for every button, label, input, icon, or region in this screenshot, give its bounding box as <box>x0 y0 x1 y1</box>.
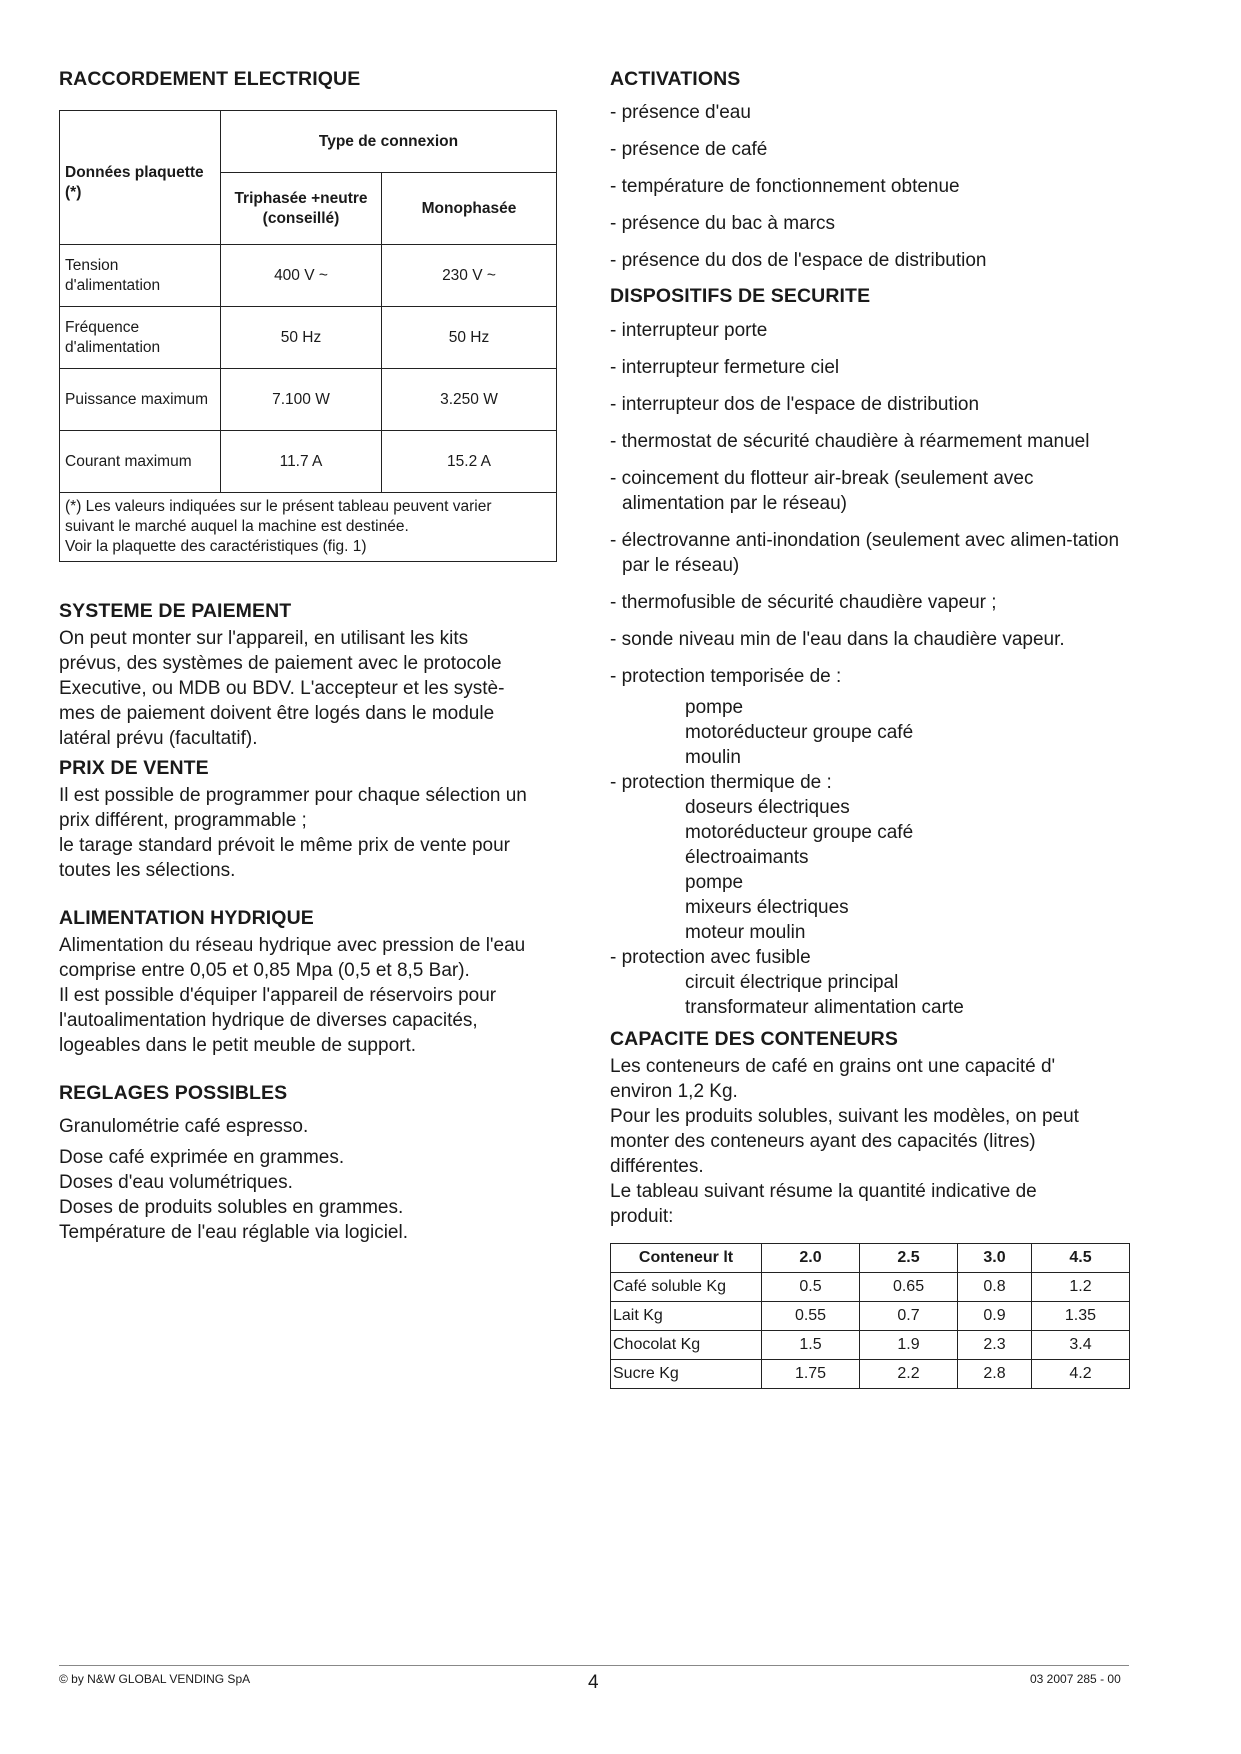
table-cell: 1.5 <box>762 1331 860 1360</box>
safety-item: - interrupteur dos de l'espace de distribution <box>610 394 980 415</box>
fuse-protection-item: transformateur alimentation carte <box>685 997 964 1018</box>
electrical-table <box>59 110 557 562</box>
thermal-protection-item: motoréducteur groupe café <box>685 822 914 843</box>
capacity-line: Pour les produits solubles, suivant les modèles, on peut <box>610 1106 1079 1127</box>
table-cell: 4.2 <box>1031 1360 1129 1389</box>
document-code: 03 2007 285 - 00 <box>1030 1672 1121 1686</box>
water-heading: ALIMENTATION HYDRIQUE <box>59 907 314 929</box>
table-cell: 2.8 <box>958 1360 1032 1389</box>
table-row <box>611 1360 1130 1389</box>
column-header: Conteneur lt <box>611 1244 762 1273</box>
safety-item: - thermofusible de sécurité chaudière vapeur ; <box>610 592 997 613</box>
safety-item: - thermostat de sécurité chaudière à réarmement manuel <box>610 431 1090 452</box>
table-cell: 0.8 <box>958 1273 1032 1302</box>
thermal-protection-item: doseurs électriques <box>685 797 850 818</box>
safety-item: - interrupteur porte <box>610 320 768 341</box>
right-column <box>610 66 1135 1389</box>
table-cell: 1.35 <box>1031 1302 1129 1331</box>
row-label: Sucre Kg <box>611 1360 762 1389</box>
table-cell: 0.55 <box>762 1302 860 1331</box>
fuse-protection-item: circuit électrique principal <box>685 972 899 993</box>
single-phase-value: 50 Hz <box>382 307 557 369</box>
table-cell: 0.7 <box>860 1302 958 1331</box>
single-phase-header: Monophasée <box>382 173 557 245</box>
table-row <box>60 369 557 431</box>
table-cell: 0.5 <box>762 1273 860 1302</box>
price-heading: PRIX DE VENTE <box>59 757 209 779</box>
table-row <box>60 307 557 369</box>
three-phase-value: 50 Hz <box>221 307 382 369</box>
activation-item: - température de fonctionnement obtenue <box>610 176 960 197</box>
plate-data-header: Données plaquette (*) <box>60 111 221 245</box>
row-label: Café soluble Kg <box>611 1273 762 1302</box>
table-cell: 3.4 <box>1031 1331 1129 1360</box>
capacity-line: produit: <box>610 1206 674 1227</box>
payment-line: Executive, ou MDB ou BDV. L'accepteur et les systè- <box>59 678 505 699</box>
capacity-line: monter des conteneurs ayant des capacités (litres) <box>610 1131 1036 1152</box>
three-phase-value: 11.7 A <box>221 431 382 493</box>
price-line: le tarage standard prévoit le même prix de vente pour <box>59 835 510 856</box>
timed-protection-item: motoréducteur groupe café <box>685 722 914 743</box>
table-cell: 1.2 <box>1031 1273 1129 1302</box>
capacity-line: Les conteneurs de café en grains ont une capacité d' <box>610 1056 1056 1077</box>
three-phase-value: 400 V ~ <box>221 245 382 307</box>
single-phase-value: 230 V ~ <box>382 245 557 307</box>
table-row <box>611 1331 1130 1360</box>
row-label: Chocolat Kg <box>611 1331 762 1360</box>
column-header: 4.5 <box>1031 1244 1129 1273</box>
column-header: 2.5 <box>860 1244 958 1273</box>
water-line: comprise entre 0,05 et 0,85 Mpa (0,5 et 8,5 Bar). <box>59 960 470 981</box>
column-header: 2.0 <box>762 1244 860 1273</box>
note-line: suivant le marché auquel la machine est destinée. <box>65 518 409 535</box>
row-label: Lait Kg <box>611 1302 762 1331</box>
price-line: prix différent, programmable ; <box>59 810 307 831</box>
table-cell: 1.9 <box>860 1331 958 1360</box>
activation-item: - présence du dos de l'espace de distribution <box>610 250 987 271</box>
capacity-line: Le tableau suivant résume la quantité indicative de <box>610 1181 1037 1202</box>
row-label: Puissance maximum <box>60 369 221 431</box>
table-header-row <box>611 1244 1130 1273</box>
table-row <box>611 1273 1130 1302</box>
capacity-heading: CAPACITE DES CONTENEURS <box>610 1028 898 1050</box>
payment-heading: SYSTEME DE PAIEMENT <box>59 600 292 622</box>
safety-item: - protection avec fusible <box>610 947 811 968</box>
safety-item: - interrupteur fermeture ciel <box>610 357 840 378</box>
activations-heading: ACTIVATIONS <box>610 68 741 90</box>
table-cell: 2.2 <box>860 1360 958 1389</box>
note-line: Voir la plaquette des caractéristiques (fig. 1) <box>65 538 367 555</box>
row-label: Courant maximum <box>60 431 221 493</box>
table-cell: 2.3 <box>958 1331 1032 1360</box>
price-line: toutes les sélections. <box>59 860 236 881</box>
table-cell: 0.65 <box>860 1273 958 1302</box>
capacity-table <box>610 1243 1130 1389</box>
left-column <box>59 66 571 1245</box>
safety-item: - sonde niveau min de l'eau dans la chaudière vapeur. <box>610 629 1065 650</box>
thermal-protection-item: mixeurs électriques <box>685 897 849 918</box>
table-row <box>60 431 557 493</box>
payment-line: latéral prévu (facultatif). <box>59 728 258 749</box>
settings-line: Doses d'eau volumétriques. <box>59 1172 293 1193</box>
safety-item: - coincement du flotteur air-break (seulement avec alimentation par le réseau) <box>610 468 1034 514</box>
single-phase-value: 3.250 W <box>382 369 557 431</box>
thermal-protection-item: pompe <box>685 872 744 893</box>
safety-heading: DISPOSITIFS DE SECURITE <box>610 285 871 307</box>
settings-line: Doses de produits solubles en grammes. <box>59 1197 404 1218</box>
electrical-heading: RACCORDEMENT ELECTRIQUE <box>59 68 361 90</box>
price-line: Il est possible de programmer pour chaque sélection un <box>59 785 527 806</box>
settings-line: Dose café exprimée en grammes. <box>59 1147 345 1168</box>
note-line: (*) Les valeurs indiquées sur le présent tableau peuvent varier <box>65 498 492 515</box>
safety-item: - protection thermique de : <box>610 772 832 793</box>
connection-type-header: Type de connexion <box>221 111 557 173</box>
activation-item: - présence de café <box>610 139 768 160</box>
activation-item: - présence d'eau <box>610 102 751 123</box>
payment-line: prévus, des systèmes de paiement avec le protocole <box>59 653 502 674</box>
water-line: logeables dans le petit meuble de support. <box>59 1035 417 1056</box>
table-note <box>60 493 557 562</box>
page-number: 4 <box>588 1672 599 1693</box>
activation-item: - présence du bac à marcs <box>610 213 835 234</box>
capacity-line: environ 1,2 Kg. <box>610 1081 738 1102</box>
payment-line: On peut monter sur l'appareil, en utilisant les kits <box>59 628 469 649</box>
settings-line: Température de l'eau réglable via logiciel. <box>59 1222 408 1243</box>
table-cell: 0.9 <box>958 1302 1032 1331</box>
water-line: Il est possible d'équiper l'appareil de réservoirs pour <box>59 985 497 1006</box>
safety-item: - électrovanne anti-inondation (seulement avec alimen-tation par le réseau) <box>610 530 1120 576</box>
capacity-line: différentes. <box>610 1156 704 1177</box>
settings-line: Granulométrie café espresso. <box>59 1116 309 1137</box>
column-header: 3.0 <box>958 1244 1032 1273</box>
row-label: Fréquence d'alimentation <box>60 307 221 369</box>
timed-protection-item: pompe <box>685 697 744 718</box>
table-cell: 1.75 <box>762 1360 860 1389</box>
payment-line: mes de paiement doivent être logés dans le module <box>59 703 495 724</box>
three-phase-value: 7.100 W <box>221 369 382 431</box>
three-phase-header: Triphasée +neutre (conseillé) <box>221 173 382 245</box>
row-label: Tension d'alimentation <box>60 245 221 307</box>
thermal-protection-item: électroaimants <box>685 847 809 868</box>
thermal-protection-item: moteur moulin <box>685 922 806 943</box>
water-line: Alimentation du réseau hydrique avec pression de l'eau <box>59 935 526 956</box>
footer-divider <box>59 1665 1129 1666</box>
single-phase-value: 15.2 A <box>382 431 557 493</box>
settings-heading: REGLAGES POSSIBLES <box>59 1082 288 1104</box>
table-row <box>611 1302 1130 1331</box>
table-row <box>60 245 557 307</box>
timed-protection-item: moulin <box>685 747 741 768</box>
water-line: l'autoalimentation hydrique de diverses capacités, <box>59 1010 478 1031</box>
safety-item: - protection temporisée de : <box>610 666 842 687</box>
footer-copyright: © by N&W GLOBAL VENDING SpA <box>59 1672 251 1686</box>
